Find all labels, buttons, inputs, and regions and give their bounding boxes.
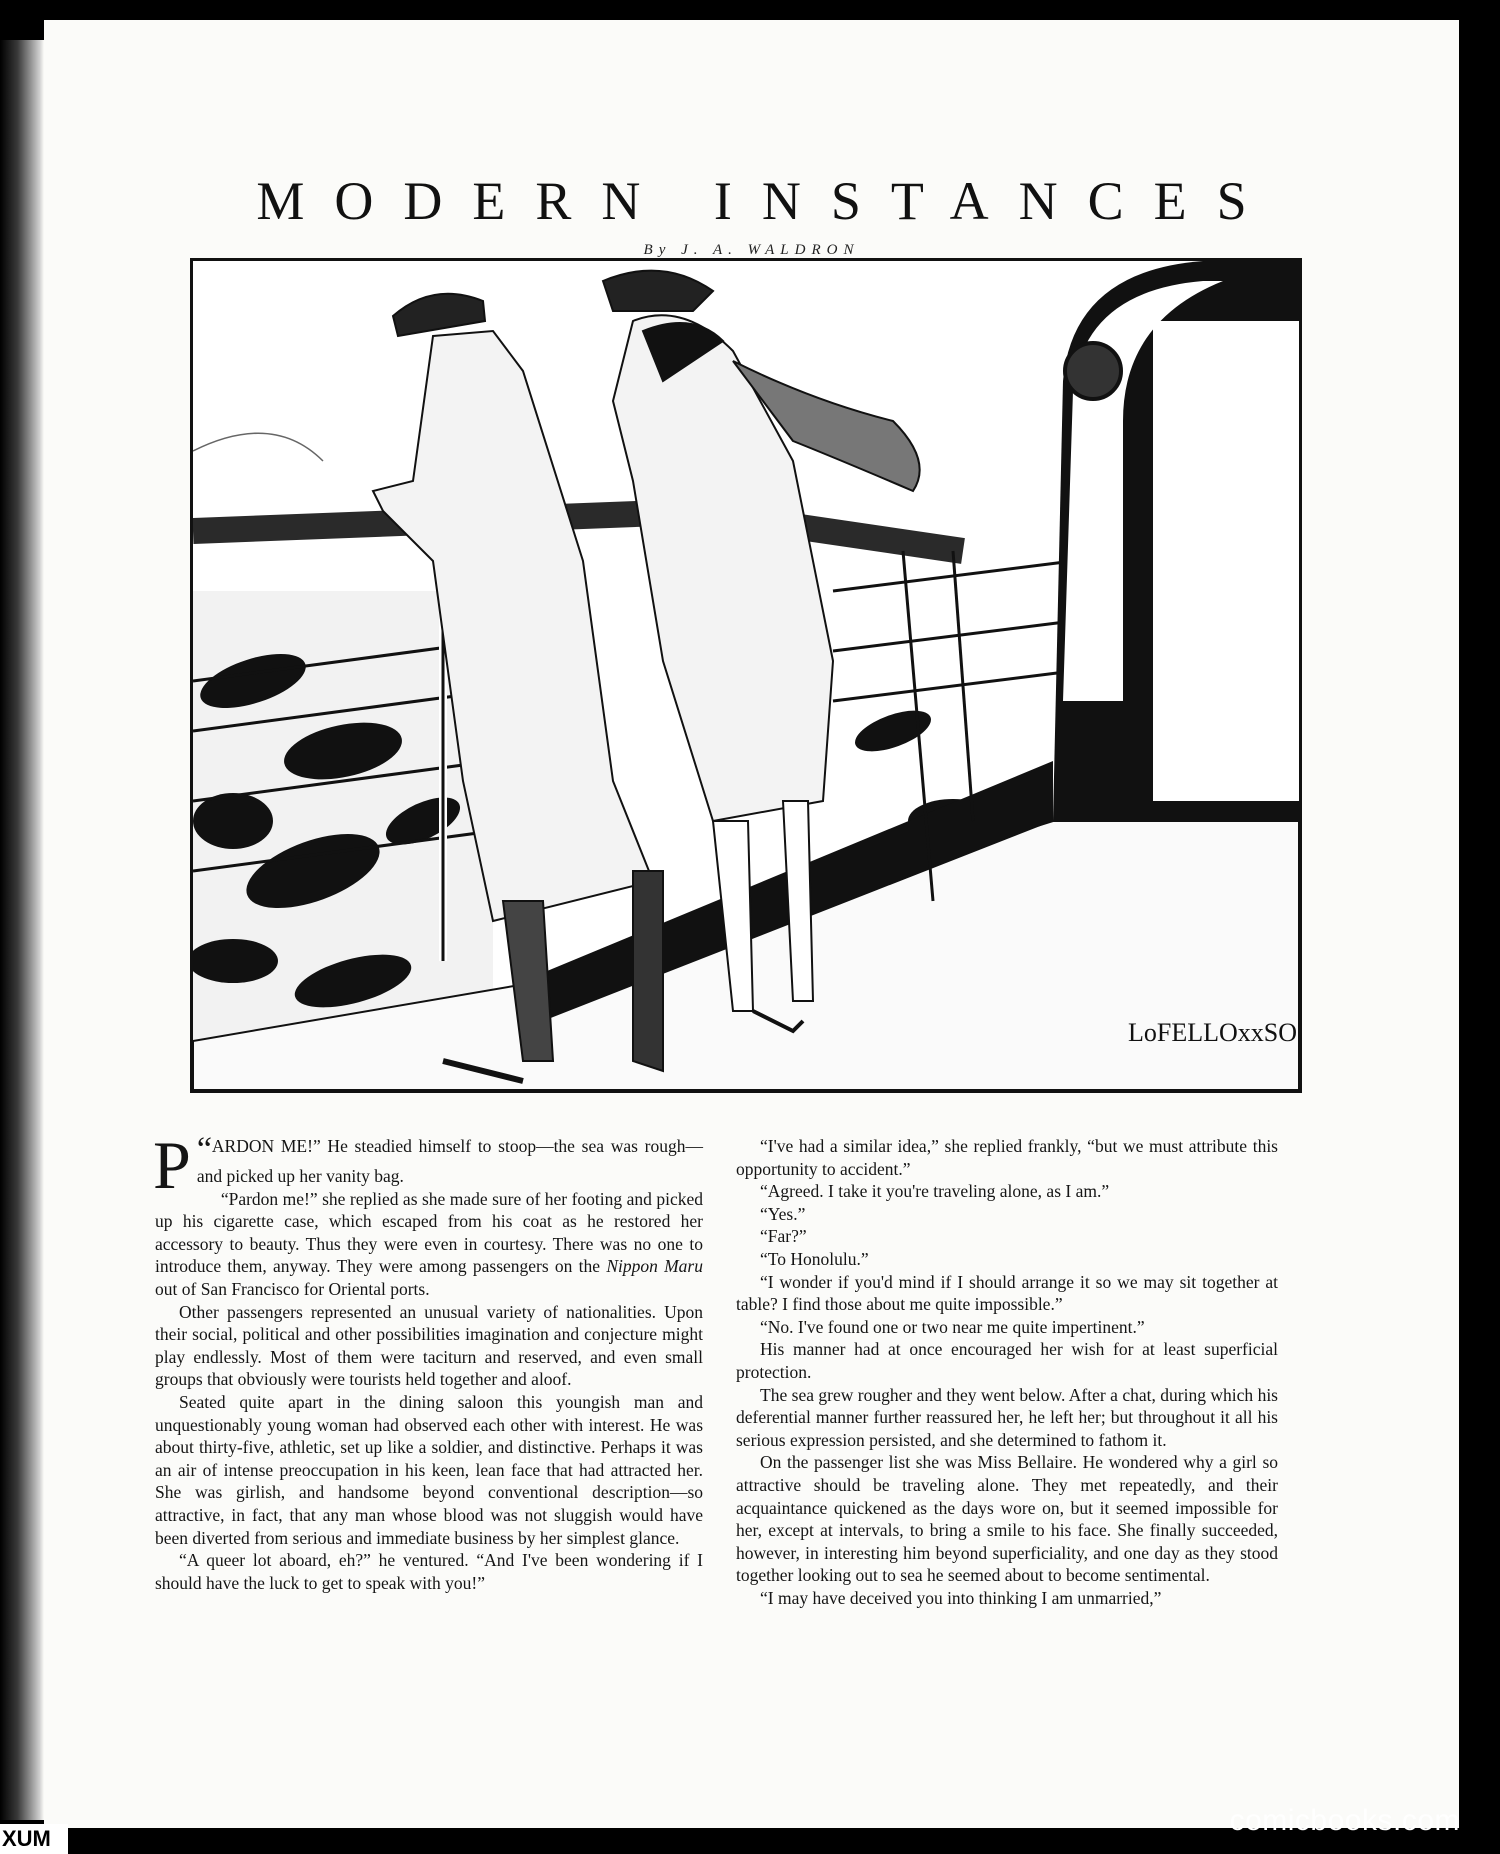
paragraph: “A queer lot aboard, eh?” he ventured. “And I've been wondering if I should have the luck to get to speak with you!” bbox=[155, 1550, 703, 1593]
corner-tag: XUM bbox=[0, 1824, 68, 1854]
paragraph: On the passenger list she was Miss Bellaire. He wondered why a girl so attractive should be traveling alone. They met repeatedly, and their acquaintance quickened as the days wore on, but it seemed impossible for her, except at intervals, to bring a smile to his face. She finally succeeded, however, in interesting him beyond superficiality, and one day as they stood together looking out to sea he seemed about to become sentimental. bbox=[736, 1452, 1278, 1586]
ship-deck-illustration bbox=[190, 258, 1302, 1093]
paragraph: “I wonder if you'd mind if I should arrange it so we may sit together at table? I find those about me quite impossible.” bbox=[736, 1271, 1278, 1315]
site-watermark: comicbooks.com bbox=[1229, 1804, 1460, 1837]
article-title: MODERN INSTANCES bbox=[256, 171, 1277, 231]
paragraph: Seated quite apart in the dining saloon this youngish man and unquestionably young woman had observed each other with interest. He was about thirty-five, athletic, set up like a soldier, and distinctive. Perhaps it was an air of intense preoccupation in his keen, lean face that had attracted her. She was girlish, and handsome beyond conventional description—so attractive, in fact, that any man whose blood was not sluggish would have been diverted from serious and immediate business by her simplest glance. bbox=[155, 1391, 703, 1548]
article-byline: By J. A. WALDRON bbox=[643, 242, 860, 258]
paragraph: “No. I've found one or two near me quite impertinent.” bbox=[760, 1316, 1145, 1337]
book-spine-shadow bbox=[0, 40, 44, 1820]
paragraph: “To Honolulu.” bbox=[760, 1248, 869, 1269]
paragraph-text: ARDON ME!” He steadied himself to stoop—the sea was rough—and picked up her vanity bag. bbox=[196, 1136, 703, 1186]
paragraph bbox=[155, 1188, 703, 1301]
paragraph: His manner had at once encouraged her wish for at least superficial protection. bbox=[736, 1339, 1278, 1382]
cabin-wall bbox=[1053, 261, 1299, 821]
artist-signature: LoFELLOxxSO bbox=[1128, 1018, 1297, 1047]
ship-name: Nippon Maru bbox=[606, 1256, 703, 1277]
paragraph: Other passengers represented an unusual variety of nationalities. Upon their social, political and other possibilities imagination and conjecture might play endlessly. Most of them were taciturn and reserved, and even small groups that obviously were tourists held together and aloof. bbox=[155, 1301, 703, 1390]
paragraph: “I've had a similar idea,” she replied frankly, “but we must attribute this opportunity to accident.” bbox=[736, 1136, 1278, 1179]
paragraph: “Far?” bbox=[760, 1226, 807, 1247]
text-column-left bbox=[153, 1127, 703, 1594]
illustration-drawing bbox=[193, 261, 1299, 1090]
paragraph: “Agreed. I take it you're traveling alone, as I am.” bbox=[760, 1181, 1110, 1202]
paragraph-text: out of San Francisco for Oriental ports. bbox=[155, 1278, 430, 1299]
drop-cap: P bbox=[153, 1127, 191, 1203]
text-column-right bbox=[736, 1135, 1278, 1609]
open-quote: “ bbox=[196, 1131, 212, 1168]
magazine-page bbox=[44, 20, 1459, 1828]
paragraph: “I may have deceived you into thinking I am unmarried,” bbox=[760, 1587, 1162, 1608]
paragraph: “Yes.” bbox=[760, 1203, 806, 1224]
paragraph: The sea grew rougher and they went below. After a chat, during which his deferential manner further reassured her, he left her; but throughout it all his serious expression persisted, and she determined to fathom it. bbox=[736, 1384, 1278, 1450]
paragraph-text: “Pardon me!” she replied as she made sure of her footing and picked up his cigarette case, which escaped from his coat as he restored her accessory to beauty. Thus they were even in courtesy. There was no one to introduce them, anyway. They were among passengers on the bbox=[155, 1188, 703, 1277]
paragraph bbox=[153, 1127, 703, 1203]
